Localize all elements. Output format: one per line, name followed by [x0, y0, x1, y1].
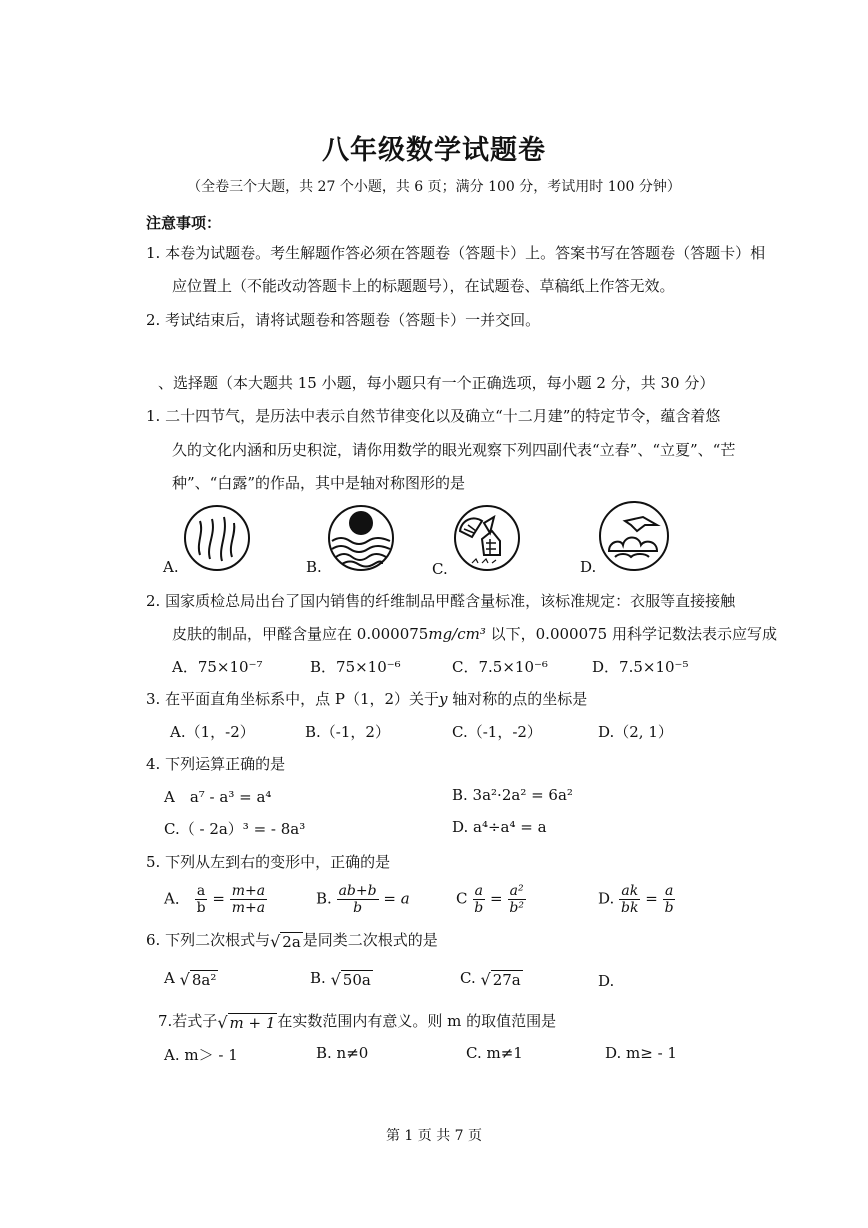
notes-heading: 注意事项：	[146, 214, 222, 232]
q5-option-d	[598, 883, 676, 916]
q1-option-b: B.	[306, 558, 322, 576]
q6-b-radicand: 50a	[342, 970, 371, 989]
page-title: 八年级数学试题卷	[322, 135, 546, 166]
q5-b-left-fraction	[337, 883, 379, 916]
q5-c-label: C	[456, 889, 468, 908]
q5-c-left-fraction	[472, 883, 485, 916]
q7-stem-a: 7.若式子	[158, 1012, 218, 1030]
q3-option-c: C.（-1，-2）	[452, 723, 542, 741]
q5-c-left-den: b	[474, 900, 484, 916]
q7-option-b: B. n≠0	[316, 1044, 369, 1062]
q5-a-right-num: m+a	[231, 883, 266, 899]
q6-stem-b: 是同类二次根式的是	[302, 931, 438, 949]
q5-a-left-num: a	[196, 883, 206, 899]
q6-option-a	[164, 969, 218, 989]
q2-line-1: 2. 国家质检总局出台了国内销售的纤维制品甲醛含量标准，该标准规定：衣服等直接接触	[146, 592, 736, 610]
q1-line-1: 1. 二十四节气，是历法中表示自然节律变化以及确立“十二月建”的特定节令，蕴含着悠	[146, 407, 721, 425]
note-line-1: 1. 本卷为试题卷。考生解题作答必须在答题卷（答题卡）上。答案书写在答题卷（答题卡）相	[146, 244, 766, 262]
q4-option-b: B. 3a²·2a² = 6a²	[452, 786, 573, 804]
q5-a-eq: =	[212, 889, 225, 908]
q5-b-right: = a	[383, 889, 410, 908]
q1-option-d: D.	[580, 558, 597, 576]
q5-d-left-den: bk	[621, 900, 639, 916]
q3-stem-b: y	[439, 690, 448, 708]
q3-stem-a: 3. 在平面直角坐标系中，点 P（1，2）关于	[146, 690, 440, 708]
q5-b-left-num: ab+b	[338, 883, 377, 899]
q6-option-d: D.	[598, 972, 615, 990]
q2-line-2-b: 以下，0.000075 用科学记数法表示应写成	[485, 625, 777, 643]
q2-option-c: C．7.5×10⁻⁶	[452, 658, 548, 676]
q6-b-label: B.	[310, 969, 326, 987]
q6-a-radicand: 8a²	[191, 970, 217, 989]
q5-c-right-den: b²	[509, 900, 524, 916]
q7-option-a: A. m＞ - 1	[164, 1046, 238, 1064]
q3-option-a: A.（1，-2）	[170, 723, 255, 741]
q5-a-label: A．	[164, 889, 190, 908]
q7-option-c: C. m≠1	[466, 1044, 523, 1062]
q6-c-sqrt: √ 27a	[480, 969, 521, 989]
q5-a-right-fraction	[230, 883, 267, 916]
option-b-picture	[326, 503, 396, 573]
q6-stem-radicand: 2a	[282, 932, 301, 951]
option-a-picture	[182, 503, 252, 573]
q4-option-c: C.（ - 2a）³ = - 8a³	[164, 820, 306, 838]
q3-option-d: D.（2, 1）	[598, 723, 673, 741]
q6-a-label: A	[164, 969, 175, 987]
q6-stem-sqrt: √ 2a	[270, 931, 301, 951]
q2-option-a: A．75×10⁻⁷	[172, 658, 263, 676]
q5-d-left-fraction	[619, 883, 640, 916]
q5-option-c	[456, 883, 526, 916]
q2-option-d: D．7.5×10⁻⁵	[592, 658, 689, 676]
q2-option-b: B．75×10⁻⁶	[310, 658, 401, 676]
q1-option-a: A.	[163, 558, 179, 576]
q7-stem	[158, 1010, 556, 1032]
q5-option-a	[164, 883, 267, 916]
q6-stem-a: 6. 下列二次根式与	[146, 931, 271, 949]
q5-a-right-den: m+a	[231, 900, 266, 916]
q2-line-2-a: 皮肤的制品，甲醛含量应在 0.000075	[172, 625, 429, 643]
section-heading: 、选择题（本大题共 15 小题，每小题只有一个正确选项，每小题 2 分，共 30 分）	[158, 374, 715, 392]
q4-option-d: D. a⁴÷a⁴ = a	[452, 818, 547, 836]
q5-d-right-den: b	[664, 900, 674, 916]
q6-c-label: C.	[460, 969, 476, 987]
q6-option-c	[460, 969, 523, 989]
q1-line-2: 久的文化内涵和历史积淀，请你用数学的眼光观察下列四副代表“立春”、“立夏”、“芒	[172, 441, 736, 459]
note-line-3: 2. 考试结束后，请将试题卷和答题卷（答题卡）一并交回。	[146, 311, 541, 329]
page-subtitle: （全卷三个大题，共 27 个小题，共 6 页；满分 100 分，考试用时 100 分钟）	[187, 179, 681, 195]
q7-stem-b: 在实数范围内有意义。则 m 的取值范围是	[277, 1012, 557, 1030]
q6-option-b	[310, 969, 373, 989]
page-footer: 第 1 页 共 7 页	[385, 1128, 483, 1144]
q5-d-label: D.	[598, 889, 615, 908]
q3-stem-c: 轴对称的点的坐标是	[447, 690, 588, 708]
q2-line-2	[172, 623, 777, 644]
q3-stem	[146, 688, 587, 709]
q5-c-right-fraction	[507, 883, 526, 916]
q4-option-a: A a⁷ - a³ = a⁴	[164, 788, 272, 806]
q4-stem: 4. 下列运算正确的是	[146, 755, 286, 773]
q5-b-left-den: b	[353, 900, 363, 916]
q5-option-b	[316, 883, 410, 916]
q1-option-c: C.	[432, 560, 448, 578]
q6-c-radicand: 27a	[492, 970, 521, 989]
option-c-picture	[452, 503, 522, 573]
q5-a-left-fraction	[195, 883, 208, 916]
q6-a-sqrt: √ 8a²	[179, 969, 217, 989]
q5-c-eq: =	[490, 889, 503, 908]
q2-unit: mg/cm³	[428, 625, 486, 643]
q1-line-3: 种”、“白露”的作品，其中是轴对称图形的是	[172, 474, 466, 492]
q5-c-right-num: a²	[509, 883, 524, 899]
q3-option-b: B.（-1，2）	[305, 723, 390, 741]
q7-stem-sqrt: √ m + 1	[217, 1012, 276, 1032]
q5-d-left-num: ak	[621, 883, 639, 899]
q7-option-d: D. m≥ - 1	[605, 1044, 677, 1062]
q5-d-right-fraction	[663, 883, 676, 916]
option-d-picture	[597, 499, 671, 573]
q6-stem	[146, 929, 438, 951]
q5-stem: 5. 下列从左到右的变形中，正确的是	[146, 853, 391, 871]
q6-b-sqrt: √ 50a	[330, 969, 371, 989]
note-line-2: 应位置上（不能改动答题卡上的标题题号），在试题卷、草稿纸上作答无效。	[172, 277, 675, 295]
q5-d-right-num: a	[664, 883, 674, 899]
q5-d-eq: =	[645, 889, 658, 908]
q5-a-left-den: b	[196, 900, 206, 916]
q7-stem-radicand: m + 1	[229, 1013, 276, 1032]
q5-c-left-num: a	[474, 883, 483, 899]
q5-b-label: B.	[316, 889, 332, 908]
